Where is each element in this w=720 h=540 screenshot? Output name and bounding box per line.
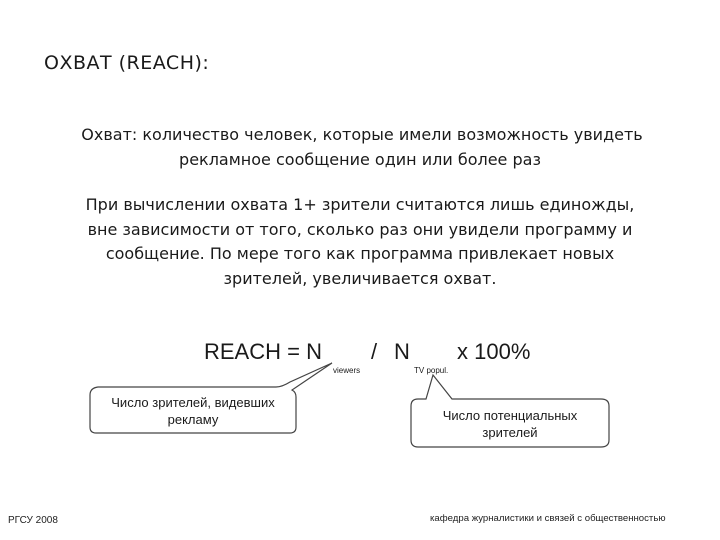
definition-line-1: Охват: количество человек, которые имели возможность увидеть xyxy=(81,125,643,144)
callout-left-text xyxy=(92,394,294,428)
definition-line-2: рекламное сообщение один или более раз xyxy=(179,150,541,169)
formula-sub-tv: TV popul. xyxy=(414,366,449,375)
paragraph-line-3: сообщение. По мере того как программа привлекает новых xyxy=(105,244,615,263)
footer-right: кафедра журналистики и связей с общественностью xyxy=(430,513,666,524)
callout-left-line-1: Число зрителей, видевших xyxy=(111,395,275,410)
callout-right-line-1: Число потенциальных xyxy=(442,408,578,423)
formula-n2: N xyxy=(394,339,410,364)
formula-tail: x 100% xyxy=(457,339,531,364)
formula-slash: / xyxy=(371,339,378,364)
callout-left-line-2: рекламу xyxy=(167,412,219,427)
slide-title: ОХВАТ (REACH): xyxy=(44,52,210,74)
formula-sub-viewers: viewers xyxy=(333,366,361,375)
callout-right-line-2: зрителей xyxy=(482,425,538,440)
paragraph-line-2: вне зависимости от того, сколько раз они увидели программу и xyxy=(87,219,633,239)
callout-right-text xyxy=(413,407,607,441)
formula-reach: REACH = N xyxy=(204,339,322,364)
footer-left: РГСУ 2008 xyxy=(8,515,58,526)
paragraph-line-4: зрителей, увеличивается охват. xyxy=(223,268,497,288)
paragraph-line-1: При вычислении охвата 1+ зрители считаются лишь единожды, xyxy=(85,195,635,214)
